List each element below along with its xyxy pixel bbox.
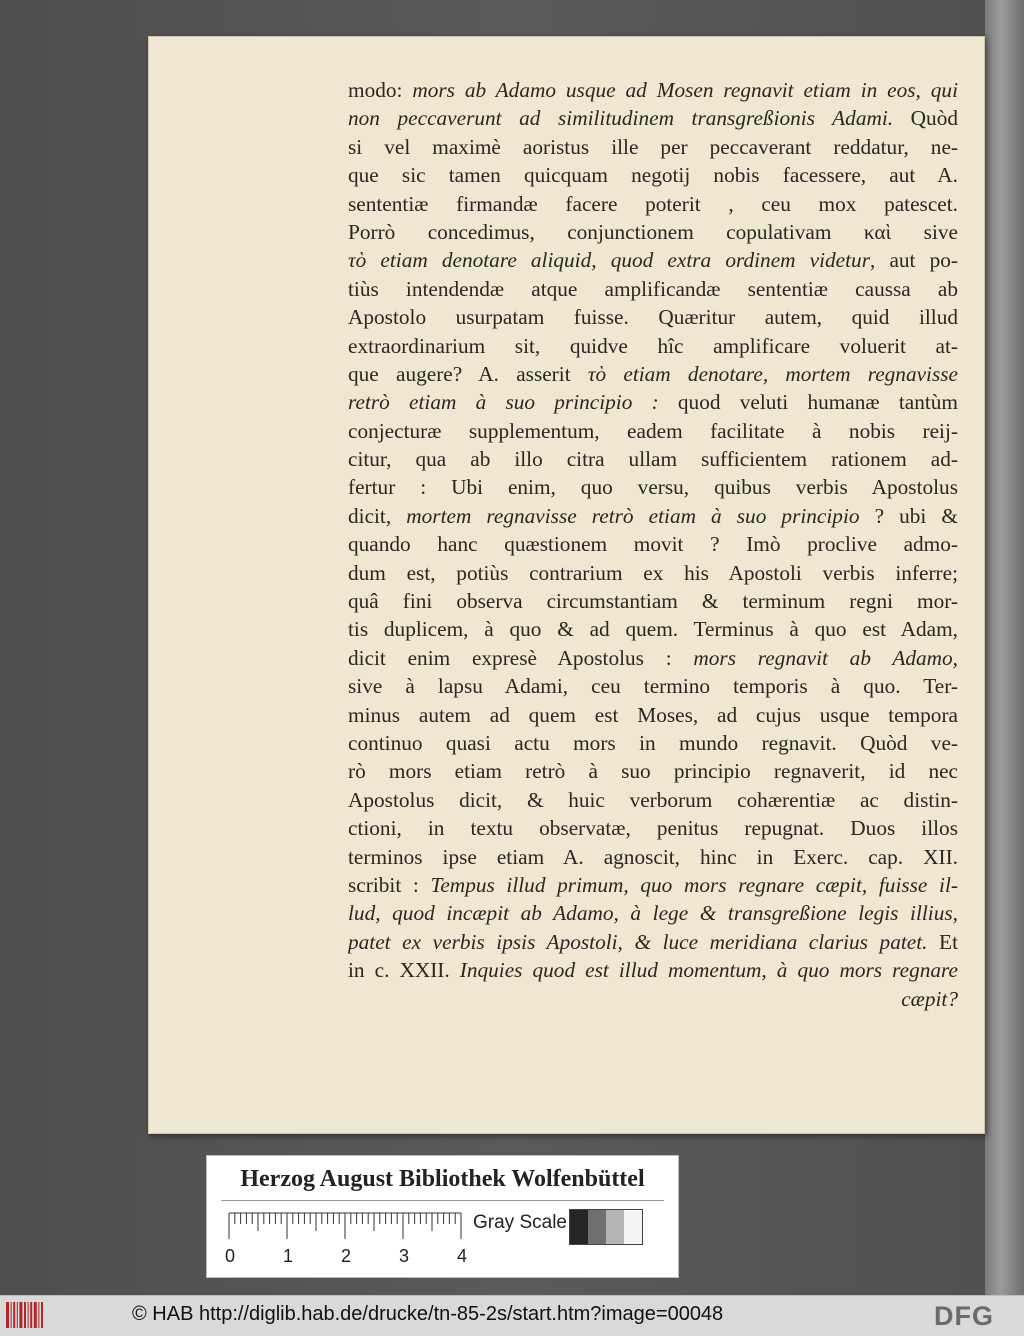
text-line — [348, 473, 958, 501]
gray-scale-swatches — [569, 1209, 643, 1245]
ruler-number: 3 — [399, 1246, 410, 1266]
roman-text: quâ fini observa circumstantiam & terminum regni mor- — [348, 589, 958, 614]
gray-swatch — [570, 1210, 588, 1244]
roman-text: tiùs intendendæ atque amplificandæ sententiæ caussa ab — [348, 276, 958, 301]
roman-text: quando hanc quæstionem movit ? Imò proclive admo- — [348, 532, 958, 557]
text-line — [348, 530, 958, 558]
text-line — [348, 275, 958, 303]
dfg-logo: DFG — [934, 1301, 994, 1331]
logo-bar — [6, 1302, 9, 1328]
logo-bar — [41, 1302, 43, 1328]
roman-text: continuo quasi actu mors in mundo regnavit. Quòd ve- — [348, 730, 958, 755]
roman-text: Et — [927, 929, 958, 954]
text-line — [348, 843, 958, 871]
text-line — [348, 928, 958, 956]
roman-text: que augere? A. asserit — [348, 361, 588, 386]
roman-text: Porrò concedimus, conjunctionem copulativam καὶ sive — [348, 219, 958, 244]
roman-text: , aut po- — [869, 248, 958, 273]
text-line — [348, 445, 958, 473]
roman-text: quod veluti humanæ tantùm — [658, 390, 958, 415]
text-line — [348, 218, 958, 246]
ruler-scale — [225, 1211, 465, 1241]
italic-text: lud, quod incæpit ab Adamo, à lege & transgreßione legis illius, — [348, 901, 958, 926]
italic-text: mortem regnavisse retrò etiam à suo principio — [406, 503, 860, 528]
italic-text: τὸ etiam denotare, mortem regnavisse — [587, 361, 958, 386]
ruler-number: 0 — [225, 1246, 236, 1266]
ruler-numbers — [221, 1246, 471, 1270]
page-text — [348, 76, 958, 1013]
italic-text: Inquies quod est illud momentum, à quo mors regnare — [459, 958, 958, 983]
logo-bar — [38, 1302, 39, 1328]
hab-barcode-logo — [6, 1300, 46, 1330]
text-line — [348, 388, 958, 416]
text-line — [348, 76, 958, 104]
roman-text: que sic tamen quicquam negotij nobis facessere, aut A. — [348, 163, 958, 188]
footer-bar — [0, 1295, 1024, 1336]
logo-bar — [13, 1302, 15, 1328]
italic-text: mors regnavit ab Adamo, — [693, 645, 958, 670]
logo-bar — [34, 1302, 37, 1328]
gray-swatch — [606, 1210, 624, 1244]
text-line — [348, 104, 958, 132]
italic-text: Tempus illud primum, quo mors regnare cæpit, fuisse il- — [430, 872, 958, 897]
color-calibration-card — [206, 1155, 679, 1278]
text-line — [348, 360, 958, 388]
roman-text: si vel maximè aoristus ille per peccaverant reddatur, ne- — [348, 134, 958, 159]
roman-text: modo: — [348, 78, 413, 102]
gray-swatch — [624, 1210, 642, 1244]
logo-bar — [30, 1302, 32, 1328]
logo-bar — [17, 1302, 18, 1328]
text-line — [348, 786, 958, 814]
text-line — [348, 899, 958, 927]
copyright-url[interactable]: © HAB http://diglib.hab.de/drucke/tn-85-2s/start.htm?image=00048 — [132, 1303, 724, 1325]
text-line — [348, 615, 958, 643]
roman-text: sive à lapsu Adami, ceu termino temporis à quo. Ter- — [348, 674, 958, 699]
text-line — [348, 814, 958, 842]
roman-text: ? ubi & — [859, 503, 958, 528]
roman-text: terminos ipse etiam A. agnoscit, hinc in Exerc. cap. XII. — [348, 844, 958, 869]
text-line — [348, 985, 958, 1013]
page-holder-edge — [985, 0, 1024, 1295]
text-line — [348, 559, 958, 587]
text-line — [348, 672, 958, 700]
roman-text: ctioni, in textu observatæ, penitus repugnat. Duos illos — [348, 816, 958, 841]
roman-text: fertur : Ubi enim, quo versu, quibus verbis Apostolus — [348, 475, 958, 500]
gray-scale-label: Gray Scale — [473, 1212, 567, 1233]
ruler-number: 1 — [283, 1246, 294, 1266]
text-line — [348, 332, 958, 360]
logo-bar — [28, 1302, 29, 1328]
roman-text: tis duplicem, à quo & ad quem. Terminus à quo est Adam, — [348, 617, 958, 642]
text-line — [348, 644, 958, 672]
book-page — [148, 36, 985, 1134]
roman-text: rò mors etiam retrò à suo principio regnaverit, id nec — [348, 759, 958, 784]
roman-text: citur, qua ab illo citra ullam sufficientem rationem ad- — [348, 447, 958, 472]
italic-text: non peccaverunt ad similitudinem transgreßionis Adami. — [348, 106, 894, 131]
text-line — [348, 502, 958, 530]
roman-text: dicit enim expresè Apostolus : — [348, 645, 694, 670]
roman-text: Apostolo usurpatam fuisse. Quæritur autem, quid illud — [348, 305, 958, 330]
text-line — [348, 956, 958, 984]
gray-swatch — [588, 1210, 606, 1244]
text-line — [348, 246, 958, 274]
text-line — [348, 190, 958, 218]
roman-text: Quòd — [893, 106, 958, 131]
logo-bar — [11, 1302, 12, 1328]
roman-text: conjecturæ supplementum, eadem facilitate à nobis reij- — [348, 418, 958, 443]
text-line — [348, 417, 958, 445]
logo-bar — [24, 1302, 26, 1328]
roman-text: dicit, — [348, 503, 407, 528]
italic-text: cæpit? — [901, 986, 958, 1011]
text-line — [348, 701, 958, 729]
text-line — [348, 161, 958, 189]
library-name: Herzog August Bibliothek Wolfenbüttel — [240, 1166, 645, 1192]
roman-text: extraordinarium sit, quidve hîc amplificare voluerit at- — [348, 333, 958, 358]
italic-text: mors ab Adamo usque ad Mosen regnavit etiam in eos, qui — [412, 78, 958, 102]
ruler-number: 4 — [457, 1246, 468, 1266]
text-line — [348, 757, 958, 785]
text-line — [348, 871, 958, 899]
text-line — [348, 303, 958, 331]
roman-text: in c. XXII. — [348, 958, 460, 983]
roman-text: sententiæ firmandæ facere poterit , ceu mox patescet. — [348, 191, 958, 216]
italic-text: τὸ etiam denotare aliquid, quod extra ordinem videtur — [348, 248, 870, 273]
text-line — [348, 587, 958, 615]
text-line — [348, 133, 958, 161]
card-divider — [221, 1200, 664, 1201]
roman-text: Apostolus dicit, & huic verborum cohærentiæ ac distin- — [348, 787, 958, 812]
italic-text: patet ex verbis ipsis Apostoli, & luce meridiana clarius patet. — [348, 929, 928, 954]
text-line — [348, 729, 958, 757]
logo-bar — [19, 1302, 22, 1328]
roman-text: dum est, potiùs contrarium ex his Apostoli verbis inferre; — [348, 560, 958, 585]
roman-text: scribit : — [348, 872, 431, 897]
roman-text: minus autem ad quem est Moses, ad cujus usque tempora — [348, 702, 958, 727]
italic-text: retrò etiam à suo principio : — [348, 390, 659, 415]
ruler-number: 2 — [341, 1246, 352, 1266]
